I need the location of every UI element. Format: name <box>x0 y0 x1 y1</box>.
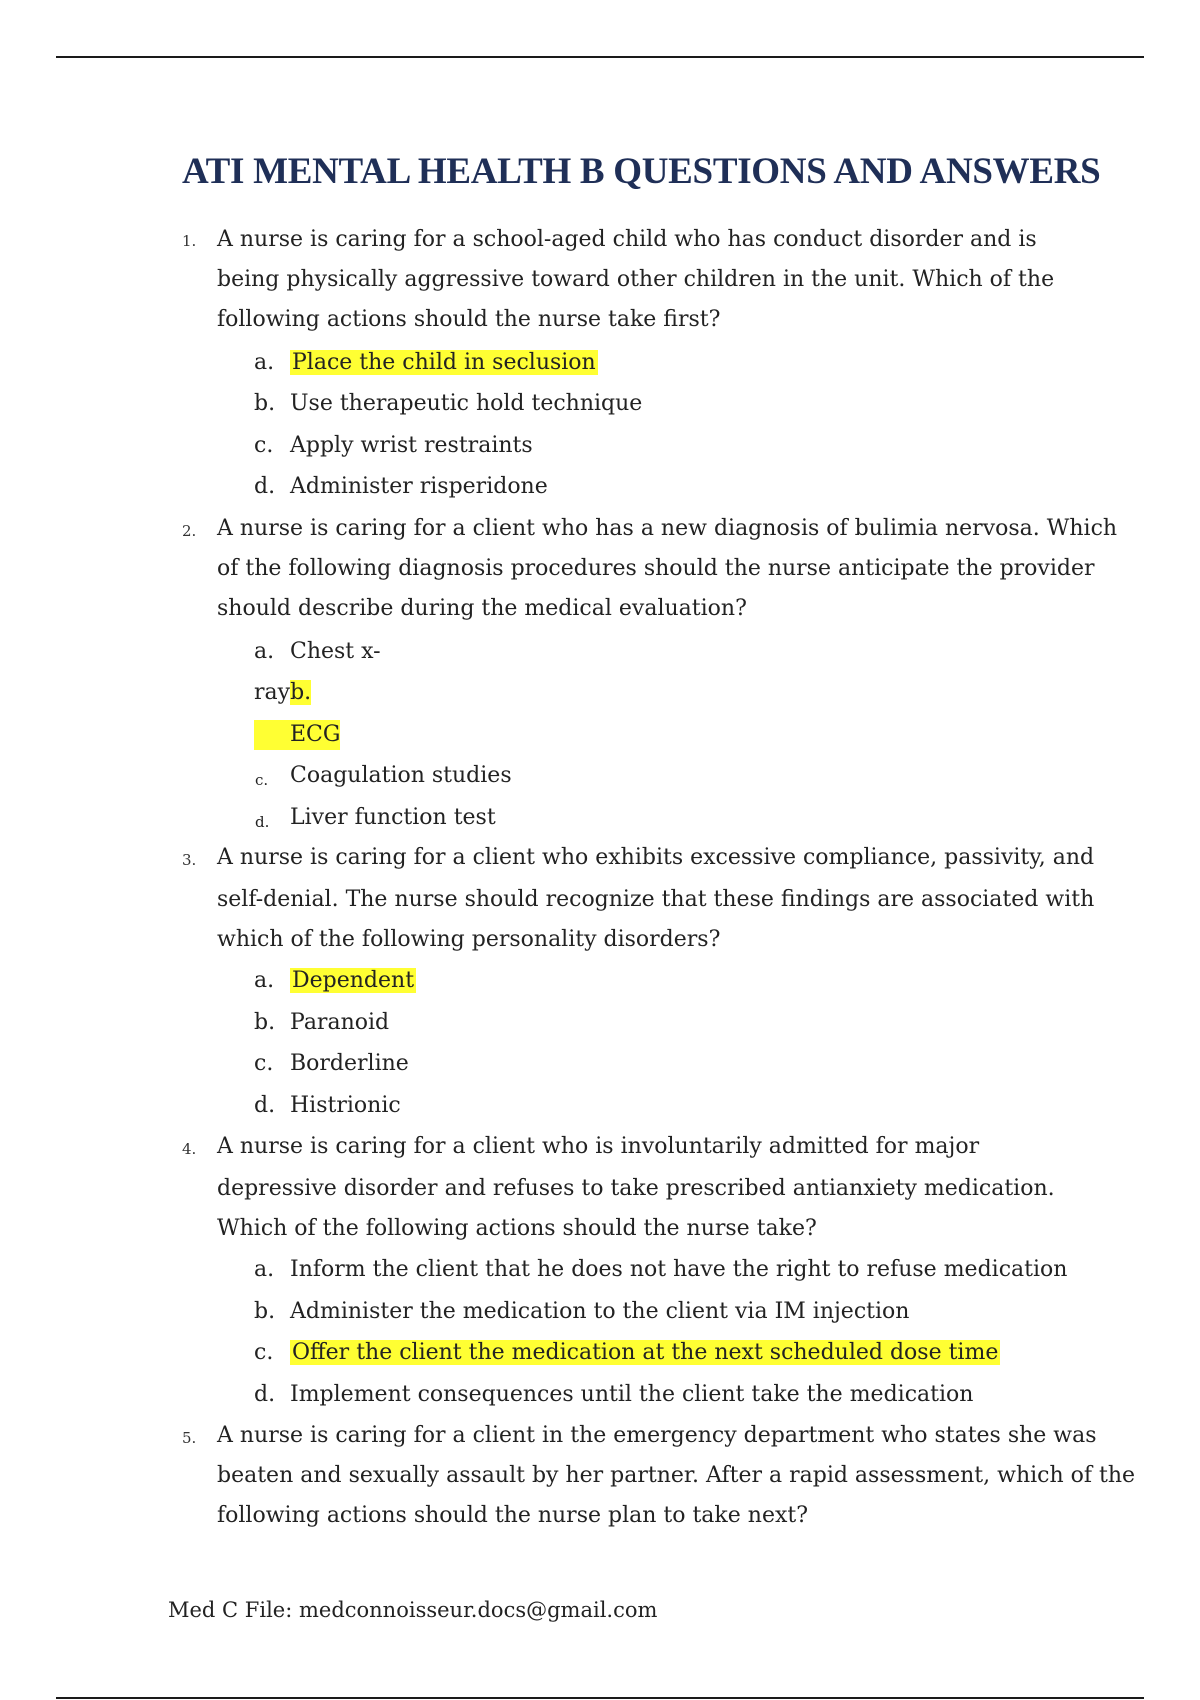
q1-option-b-letter: b. <box>254 391 276 416</box>
bottom-rule <box>56 1697 1144 1699</box>
question-1-line-2: being physically aggressive toward other children in the unit. Which of the <box>217 267 1055 292</box>
question-5-line-1: A nurse is caring for a client in the emergency department who states she was <box>217 1423 1097 1448</box>
q2-option-b-letter: b. <box>290 680 312 705</box>
q4-option-c-text <box>290 1338 1000 1368</box>
q1-option-a-text <box>290 348 598 378</box>
q4-option-a-text: Inform the client that he does not have the right to refuse medication <box>290 1257 1068 1282</box>
q3-option-c-letter: c. <box>254 1051 274 1076</box>
question-4-line-2: depressive disorder and refuses to take prescribed antianxiety medication. <box>217 1176 1055 1201</box>
q4-option-a-letter: a. <box>254 1257 275 1282</box>
document-title: ATI MENTAL HEALTH B QUESTIONS AND ANSWERS <box>182 151 1101 192</box>
q2-option-d-text: Liver function test <box>290 805 496 830</box>
question-3-line-2: self-denial. The nurse should recognize that these findings are associated with <box>217 887 1095 912</box>
q4-option-b-text: Administer the medication to the client via IM injection <box>290 1299 910 1324</box>
question-2-number: 2. <box>182 522 197 540</box>
question-5-number: 5. <box>182 1429 197 1447</box>
question-3-line-1: A nurse is caring for a client who exhibits excessive compliance, passivity, and <box>217 845 1095 870</box>
q2-option-c-letter: c. <box>255 771 269 789</box>
q3-option-d-text: Histrionic <box>290 1093 401 1118</box>
footer-contact: Med C File: medconnoisseur.docs@gmail.com <box>168 1598 658 1622</box>
question-4-line-1: A nurse is caring for a client who is involuntarily admitted for major <box>217 1134 980 1159</box>
q2-option-c-text: Coagulation studies <box>290 763 512 788</box>
q2-option-a-letter: a. <box>254 639 275 664</box>
q3-option-d-letter: d. <box>254 1093 276 1118</box>
q2-option-a-continuation-text: ray <box>254 680 291 705</box>
question-4-number: 4. <box>182 1140 197 1158</box>
q4-option-c-letter: c. <box>254 1340 274 1365</box>
q1-option-a-highlight: Place the child in seclusion <box>292 350 596 375</box>
q3-option-a-highlight: Dependent <box>292 968 415 993</box>
question-2-line-3: should describe during the medical evaluation? <box>217 596 747 621</box>
question-5-line-2: beaten and sexually assault by her partner. After a rapid assessment, which of the <box>217 1463 1136 1488</box>
q1-option-c-letter: c. <box>254 433 274 458</box>
question-1-line-3: following actions should the nurse take first? <box>217 307 721 332</box>
q3-option-b-text: Paranoid <box>290 1010 390 1035</box>
q4-option-b-letter: b. <box>254 1299 276 1324</box>
q1-option-b-text: Use therapeutic hold technique <box>290 391 643 416</box>
q1-option-d-text: Administer risperidone <box>290 474 548 499</box>
q3-option-a-text <box>290 966 416 996</box>
q2-option-d-letter: d. <box>255 813 270 831</box>
q3-option-a-letter: a. <box>254 968 275 993</box>
question-4-line-3: Which of the following actions should the nurse take? <box>217 1216 817 1241</box>
q2-option-b-text: ECG <box>290 722 341 747</box>
question-3-line-3: which of the following personality disorders? <box>217 927 721 952</box>
q2-option-a-text: Chest x- <box>290 639 381 664</box>
question-2-line-2: of the following diagnosis procedures should the nurse anticipate the provider <box>217 556 1095 581</box>
q4-option-c-highlight: Offer the client the medication at the next scheduled dose time <box>292 1340 999 1365</box>
question-5-line-3: following actions should the nurse plan to take next? <box>217 1503 809 1528</box>
q4-option-d-text: Implement consequences until the client take the medication <box>290 1382 974 1407</box>
q3-option-c-text: Borderline <box>290 1051 409 1076</box>
question-1-number: 1. <box>182 232 197 250</box>
q3-option-b-letter: b. <box>254 1010 276 1035</box>
top-rule <box>56 56 1144 58</box>
question-3-number: 3. <box>182 851 197 869</box>
question-1-line-1: A nurse is caring for a school-aged child who has conduct disorder and is <box>217 227 1037 252</box>
question-2-line-1: A nurse is caring for a client who has a new diagnosis of bulimia nervosa. Which <box>217 516 1118 541</box>
q4-option-d-letter: d. <box>254 1382 276 1407</box>
q1-option-c-text: Apply wrist restraints <box>290 433 533 458</box>
q1-option-d-letter: d. <box>254 474 276 499</box>
q2-option-a-continuation <box>254 678 311 708</box>
q1-option-a-letter: a. <box>254 350 275 375</box>
